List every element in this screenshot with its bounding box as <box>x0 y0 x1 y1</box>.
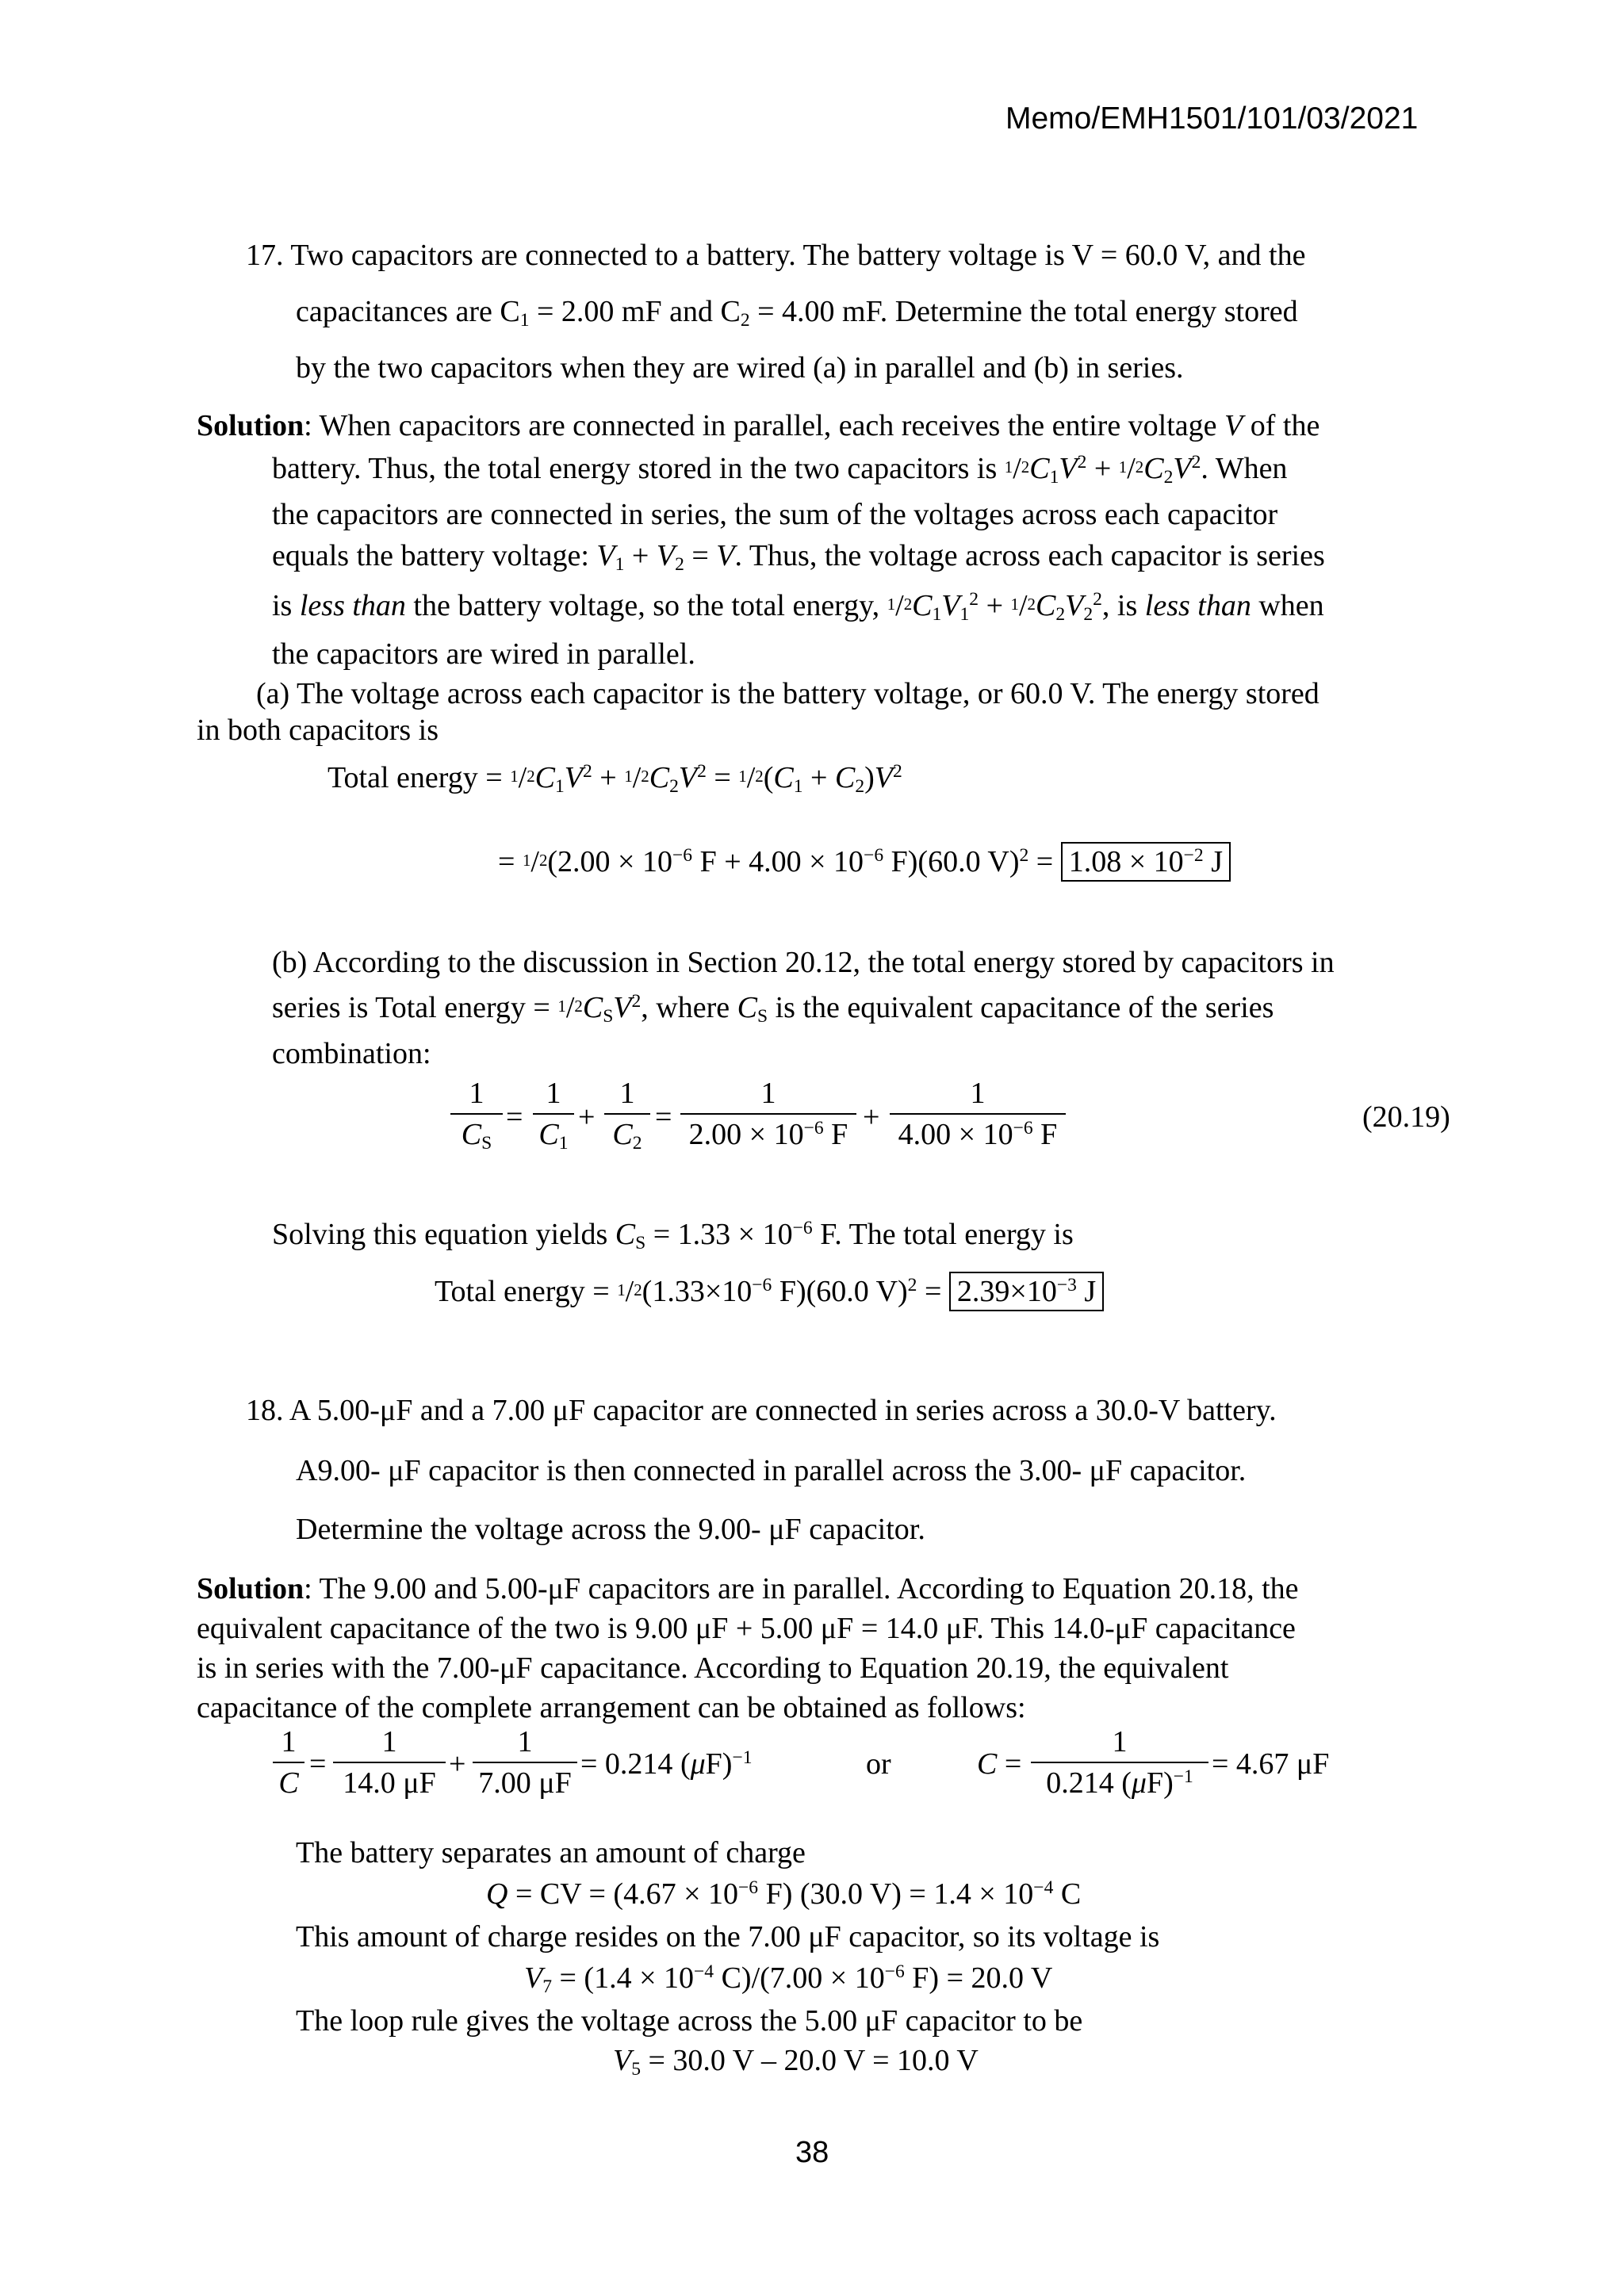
p17-part-b-line2: series is Total energy = $1/2C_SV^2$, where $C_S$ is the equivalent capacitance of the series <box>272 991 1274 1027</box>
equals-sign: = <box>655 1100 672 1134</box>
p18-question-line1: 18. A 5.00-μF and a 7.00 μF capacitor are connected in series across a 30.0-V battery. <box>246 1394 1277 1427</box>
p17-part-a-line2: in both capacitors is <box>197 714 439 747</box>
p18-charge-eq: Q = CV = ($4.67 \times 10^{-6}$ F) (30.0 $V) = 1.4 \times 10^{-4}$ C <box>486 1877 1082 1911</box>
frac-1-over-2uF: 1 $2.00 \times 10^{-6}$ F <box>680 1078 856 1150</box>
frac-1-over-c2: 1 $C_2$ <box>604 1078 650 1150</box>
frac-1-over-c1: 1 $C_1$ <box>533 1078 574 1150</box>
document-code: Memo/EMH1501/101/03/2021 <box>1005 101 1419 136</box>
p18-question-line3: Determine the voltage across the 9.00- μF capacitor. <box>296 1513 925 1546</box>
p18-v7-eq: $V_7 = (1.4 \times 10^{-4}$ $C)/(7.00 \times 10^{-6}$ F) = 20.0 V <box>524 1961 1053 1997</box>
frac-1-over-c: 1 C <box>273 1727 304 1798</box>
p17-solution-line4: equals the battery voltage: $V_1 + V_2 = V$. Thus, the voltage across each capacitor is series <box>272 539 1325 575</box>
p17-solution-line5: is less than the battery voltage, so the total energy, $1/2C_1V_1^2 + 1/2C_2V_2^2$, is less than when <box>272 589 1324 625</box>
frac-1-over-7uF: 1 7.00 μF <box>473 1727 577 1798</box>
p17-solution-line3: the capacitors are connected in series, the sum of the voltages across each capacitor <box>272 498 1278 531</box>
p18-charge-intro: The battery separates an amount of charge <box>296 1836 806 1869</box>
equals-sign: = <box>506 1100 523 1134</box>
inverse-c-result: = 0.214 $(\mu F)^{-1}$ <box>580 1747 753 1781</box>
p18-v5-eq: $V_5 = 30.0$ V – 20.0 V = 10.0 V <box>613 2044 979 2080</box>
p18-loop-rule: The loop rule gives the voltage across the 5.00 μF capacitor to be <box>296 2004 1083 2038</box>
frac-1-over-14uF: 1 14.0 μF <box>333 1727 446 1798</box>
p17-question-line2: capacitances are $C_1 = 2.00$ mF and $C_2 = 4.00$ mF. Determine the total energy stored <box>296 295 1298 331</box>
p17-answer-b: $2.39\times 10^{-3}$ J <box>949 1272 1104 1311</box>
p17-part-b-line1: (b) According to the discussion in Section 20.12, the total energy stored by capacitors in <box>272 946 1335 979</box>
p17-solution-line6: the capacitors are wired in parallel. <box>272 637 695 671</box>
page-number: 38 <box>795 2136 829 2169</box>
p18-resides: This amount of charge resides on the 7.00 μF capacitor, so its voltage is <box>296 1920 1160 1954</box>
or-text: or <box>866 1747 891 1781</box>
p17-part-b-line3: combination: <box>272 1037 431 1070</box>
p17-question-line3: by the two capacitors when they are wired (a) in parallel and (b) in series. <box>296 351 1184 385</box>
p17-total-energy-series: Total energy = $1/2(1.33\times 10^{-6}$ F)(60.0 $V)^2 = 2.39\times 10^{-3}$ J <box>435 1276 1104 1307</box>
p18-solution-line2: equivalent capacitance of the two is 9.00 μF + 5.00 μF = 14.0 μF. This 14.0-μF capacitance <box>197 1612 1296 1645</box>
frac-1-over-0214: 1 0.214 $(\mu F)^{-1}$ <box>1031 1727 1208 1798</box>
frac-1-over-4uF: 1 $4.00 \times 10^{-6}$ F <box>890 1078 1066 1150</box>
plus-sign: + <box>578 1100 596 1134</box>
p17-solve-line: Solving this equation yields $C_S = 1.33 \times 10^{-6}$ F. The total energy is <box>272 1218 1074 1253</box>
p18-solution-line3: is in series with the 7.00-μF capacitance. According to Equation 20.19, the equivalent <box>197 1651 1229 1685</box>
p18-solution-line4: capacitance of the complete arrangement can be obtained as follows: <box>197 1691 1026 1724</box>
p17-answer-a: $1.08 \times 10^{-2}$ J <box>1061 842 1231 882</box>
p17-total-energy-eq2: = $1/2(2.00 \times 10^{-6}$ $F + 4.00 \times 10^{-6}$ F)(60.0 $V)^2 = 1.08 \times 10^{-2}$ J <box>498 847 1231 877</box>
c-equals: C = <box>977 1747 1022 1781</box>
p17-part-a-line1: (a) The voltage across each capacitor is the battery voltage, or 60.0 V. The energy stored <box>256 677 1320 710</box>
p17-solution-line1: Solution: When capacitors are connected in parallel, each receives the entire voltage V of the <box>197 409 1320 442</box>
equals-sign: = <box>309 1747 327 1781</box>
c-result: = 4.67 μF <box>1212 1747 1330 1781</box>
p17-solution-line2: battery. Thus, the total energy stored in the two capacitors is $1/2C_1V^2 + 1/2C_2V^2$. When <box>272 452 1288 488</box>
frac-1-over-cs: 1 $C_S$ <box>450 1078 503 1150</box>
plus-sign: + <box>449 1747 466 1781</box>
p18-solution-line1: Solution: The 9.00 and 5.00-μF capacitors are in parallel. According to Equation 20.18, the <box>197 1572 1299 1605</box>
p17-question-line1: 17. Two capacitors are connected to a battery. The battery voltage is V = 60.0 V, and the <box>246 239 1306 272</box>
p17-total-energy-eq1: Total energy = $1/2C_1V^2 + 1/2C_2V^2 = 1/2(C_1 + C_2)V^2$ <box>327 761 902 797</box>
equation-number: (20.19) <box>1362 1100 1450 1134</box>
p18-question-line2: A9.00- μF capacitor is then connected in parallel across the 3.00- μF capacitor. <box>296 1454 1247 1487</box>
plus-sign: + <box>863 1100 880 1134</box>
